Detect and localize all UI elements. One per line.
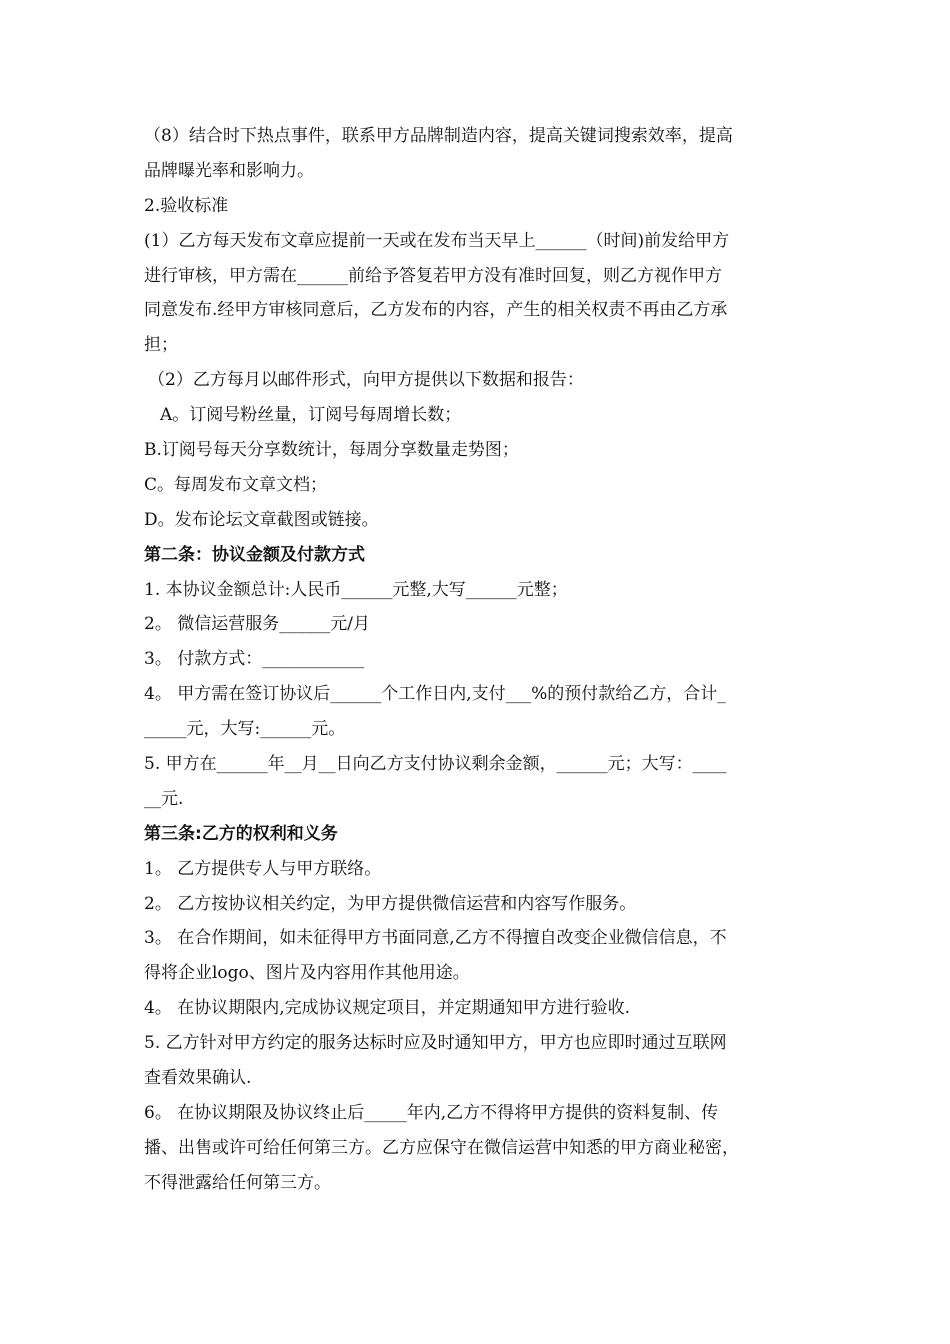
paragraph-line: 3。 付款方式：____________ xyxy=(144,649,365,670)
paragraph-line: 2。 乙方按协议相关约定，为甲方提供微信运营和内容写作服务。 xyxy=(144,893,637,914)
paragraph-line: 查看效果确认. xyxy=(144,1068,252,1089)
paragraph-line: 品牌曝光率和影响力。 xyxy=(144,160,314,181)
paragraph-line: C。每周发布文章文档； xyxy=(144,474,328,495)
paragraph-line: （2）乙方每月以邮件形式，向甲方提供以下数据和报告： xyxy=(148,370,584,391)
paragraph-line: (1）乙方每天发布文章应提前一天或在发布当天早上______（时间)前发给甲方 xyxy=(144,230,730,251)
paragraph-line: 2.验收标准 xyxy=(144,195,229,216)
paragraph-line: 4。 甲方需在签订协议后______个工作日内,支付___%的预付款给乙方，合计_ xyxy=(144,684,726,705)
paragraph-line: 4。 在协议期限内,完成协议规定项目，并定期通知甲方进行验收. xyxy=(144,998,631,1019)
document-body xyxy=(144,119,814,1201)
paragraph-line: __元. xyxy=(144,788,184,809)
paragraph-line: 进行审核，甲方需在______前给予答复若甲方没有准时回复，则乙方视作甲方 xyxy=(144,265,722,286)
paragraph-line: 得将企业logo、图片及内容用作其他用途。 xyxy=(144,963,470,984)
section-heading: 第三条:乙方的权利和义务 xyxy=(144,823,338,844)
paragraph-line: 播、出售或许可给任何第三方。乙方应保守在微信运营中知悉的甲方商业秘密， xyxy=(144,1137,739,1158)
paragraph-line: （8）结合时下热点事件，联系甲方品牌制造内容，提高关键词搜索效率，提高 xyxy=(144,126,733,146)
paragraph-line: _____元，大写:______元。 xyxy=(144,719,346,740)
paragraph-line: 5. 甲方在______年__月__日向乙方支付协议剩余金额，______元；大写：____ xyxy=(144,754,727,775)
paragraph-line: 6。 在协议期限及协议终止后_____年内,乙方不得将甲方提供的资料复制、传 xyxy=(144,1102,719,1123)
paragraph-line: 不得泄露给任何第三方。 xyxy=(144,1172,331,1193)
paragraph-line: 2。 微信运营服务______元/月 xyxy=(144,614,370,635)
paragraph-line: 5. 乙方针对甲方约定的服务达标时应及时通知甲方，甲方也应即时通过互联网 xyxy=(144,1033,727,1054)
paragraph-line: 同意发布.经甲方审核同意后，乙方发布的内容，产生的相关权责不再由乙方承 xyxy=(144,300,728,321)
paragraph-line: A。订阅号粉丝量，订阅号每周增长数； xyxy=(160,405,462,426)
paragraph-line: 1。 乙方提供专人与甲方联络。 xyxy=(144,858,382,879)
paragraph-line: 1. 本协议金额总计:人民币______元整,大写______元整； xyxy=(144,579,568,600)
paragraph-line: D。发布论坛文章截图或链接。 xyxy=(144,509,379,530)
paragraph-line: 担； xyxy=(144,335,178,356)
paragraph-line: B.订阅号每天分享数统计，每周分享数量走势图； xyxy=(144,440,519,461)
paragraph-line: 3。 在合作期间，如未征得甲方书面同意,乙方不得擅自改变企业微信信息，不 xyxy=(144,928,727,949)
section-heading: 第二条：协议金额及付款方式 xyxy=(144,544,365,565)
